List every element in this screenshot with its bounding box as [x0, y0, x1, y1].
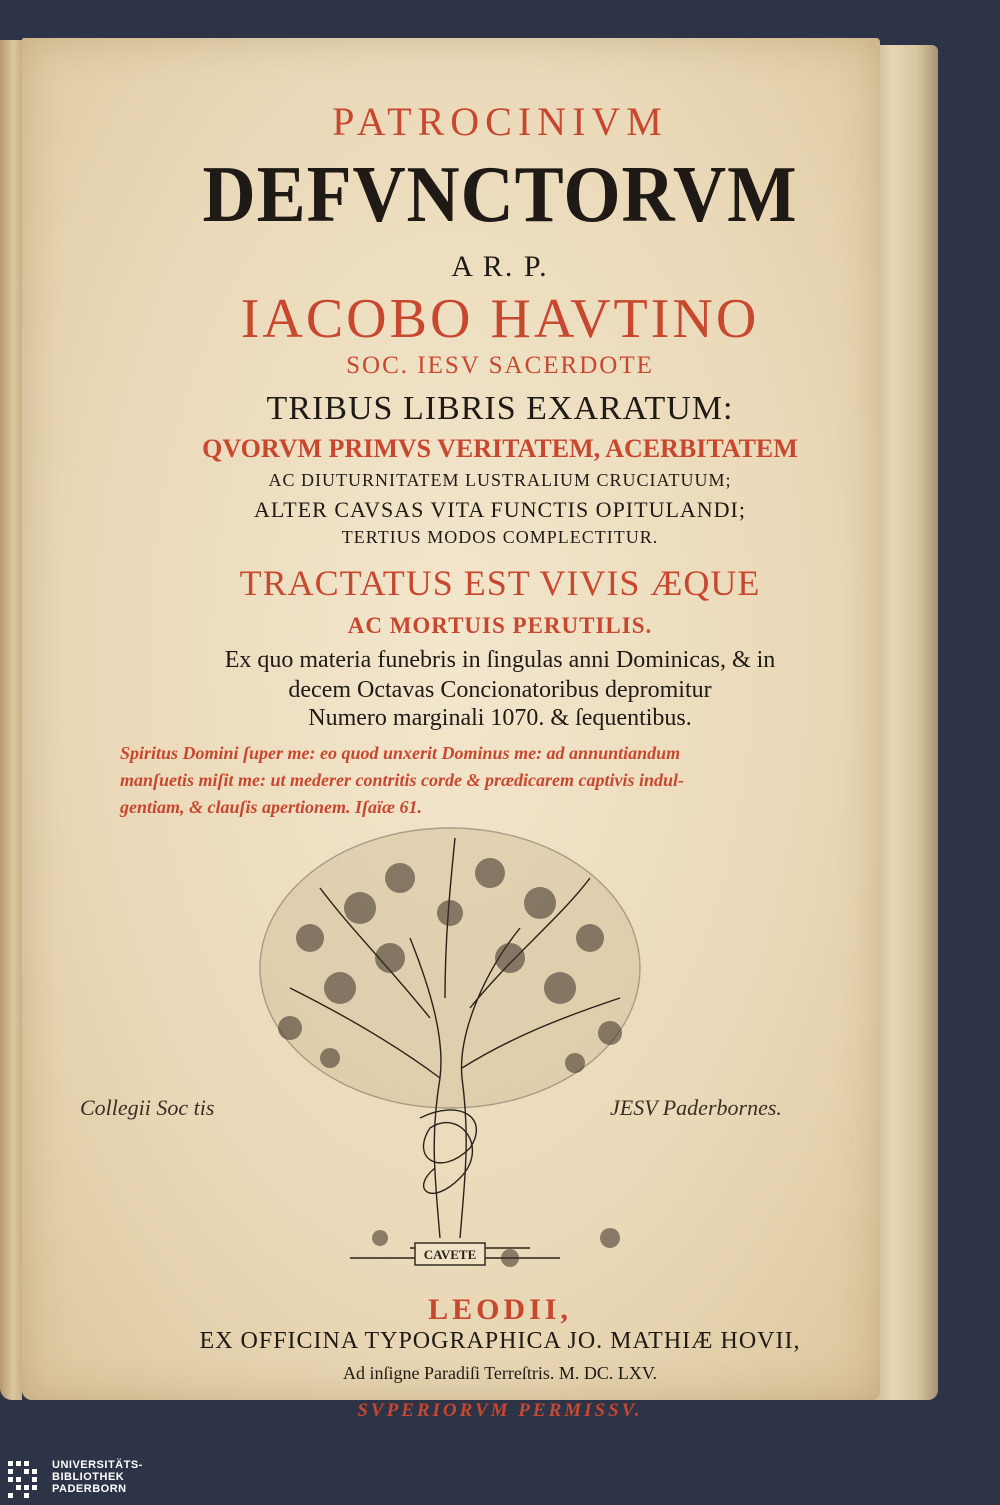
ownership-inscription-right: JESV Paderbornes. — [610, 1095, 782, 1120]
imprint-printer: EX OFFICINA TYPOGRAPHICA JO. MATHIÆ HOVII, — [199, 1328, 801, 1354]
library-mark-icon — [8, 1461, 46, 1501]
imprint-sign-date: Ad inſigne Paradiſi Terreſtris. M. DC. LXV. — [342, 1363, 658, 1383]
subtitle-line-5: TERTIUS MODOS COMPLECTITUR. — [341, 527, 659, 547]
imprint-city: LEODII, — [428, 1293, 572, 1326]
title-line-1: PATROCINIVM — [332, 99, 668, 144]
library-name-line-2: BIBLIOTHEK — [52, 1471, 125, 1483]
library-logo — [0, 1455, 200, 1505]
author-affiliation: SOC. IESV SACERDOTE — [346, 352, 654, 379]
title-line-2: DEFVNCTORVM — [202, 151, 798, 239]
library-name-line-3: PADERBORN — [52, 1483, 127, 1495]
library-name — [52, 1459, 143, 1495]
description-line-1: Ex quo materia funebris in ſingulas anni Dominicas, & in — [224, 647, 776, 673]
subtitle-line-1: TRIBUS LIBRIS EXARATUM: — [266, 390, 734, 427]
author-name: IACOBO HAVTINO — [240, 288, 760, 350]
permission-line: SVPERIORVM PERMISSV. — [357, 1400, 643, 1421]
scripture-quote-line-2: manſuetis miſit me: ut mederer contritis corde & prædicarem captivis indul- — [120, 770, 684, 790]
description-line-2: decem Octavas Concionatoribus depromitur — [288, 677, 712, 703]
emblem-label: CAVETE — [423, 1247, 477, 1262]
ownership-inscription-left: Collegii Soc tis — [80, 1095, 215, 1120]
author-prefix: A R. P. — [451, 250, 549, 283]
subtitle-line-7: AC MORTUIS PERUTILIS. — [347, 613, 653, 638]
subtitle-line-3: AC DIUTURNITATEM LUSTRALIUM CRUCIATUUM; — [268, 470, 732, 490]
tree-serpent-emblem — [230, 818, 670, 1288]
library-name-line-1: UNIVERSITÄTS- — [52, 1459, 143, 1471]
subtitle-line-4: ALTER CAVSAS VITA FUNCTIS OPITULANDI; — [254, 497, 746, 522]
subtitle-line-6: TRACTATUS EST VIVIS ÆQUE — [239, 563, 761, 603]
scripture-quote-line-1: Spiritus Domini ſuper me: eo quod unxerit Dominus me: ad annuntiandum — [120, 743, 681, 763]
description-line-3: Numero marginali 1070. & ſequentibus. — [308, 705, 692, 731]
subtitle-line-2: QVORVM PRIMVS VERITATEM, ACERBITATEM — [202, 434, 798, 463]
scripture-quote-line-3: gentiam, & clauſis apertionem. Iſaïæ 61. — [120, 797, 423, 817]
